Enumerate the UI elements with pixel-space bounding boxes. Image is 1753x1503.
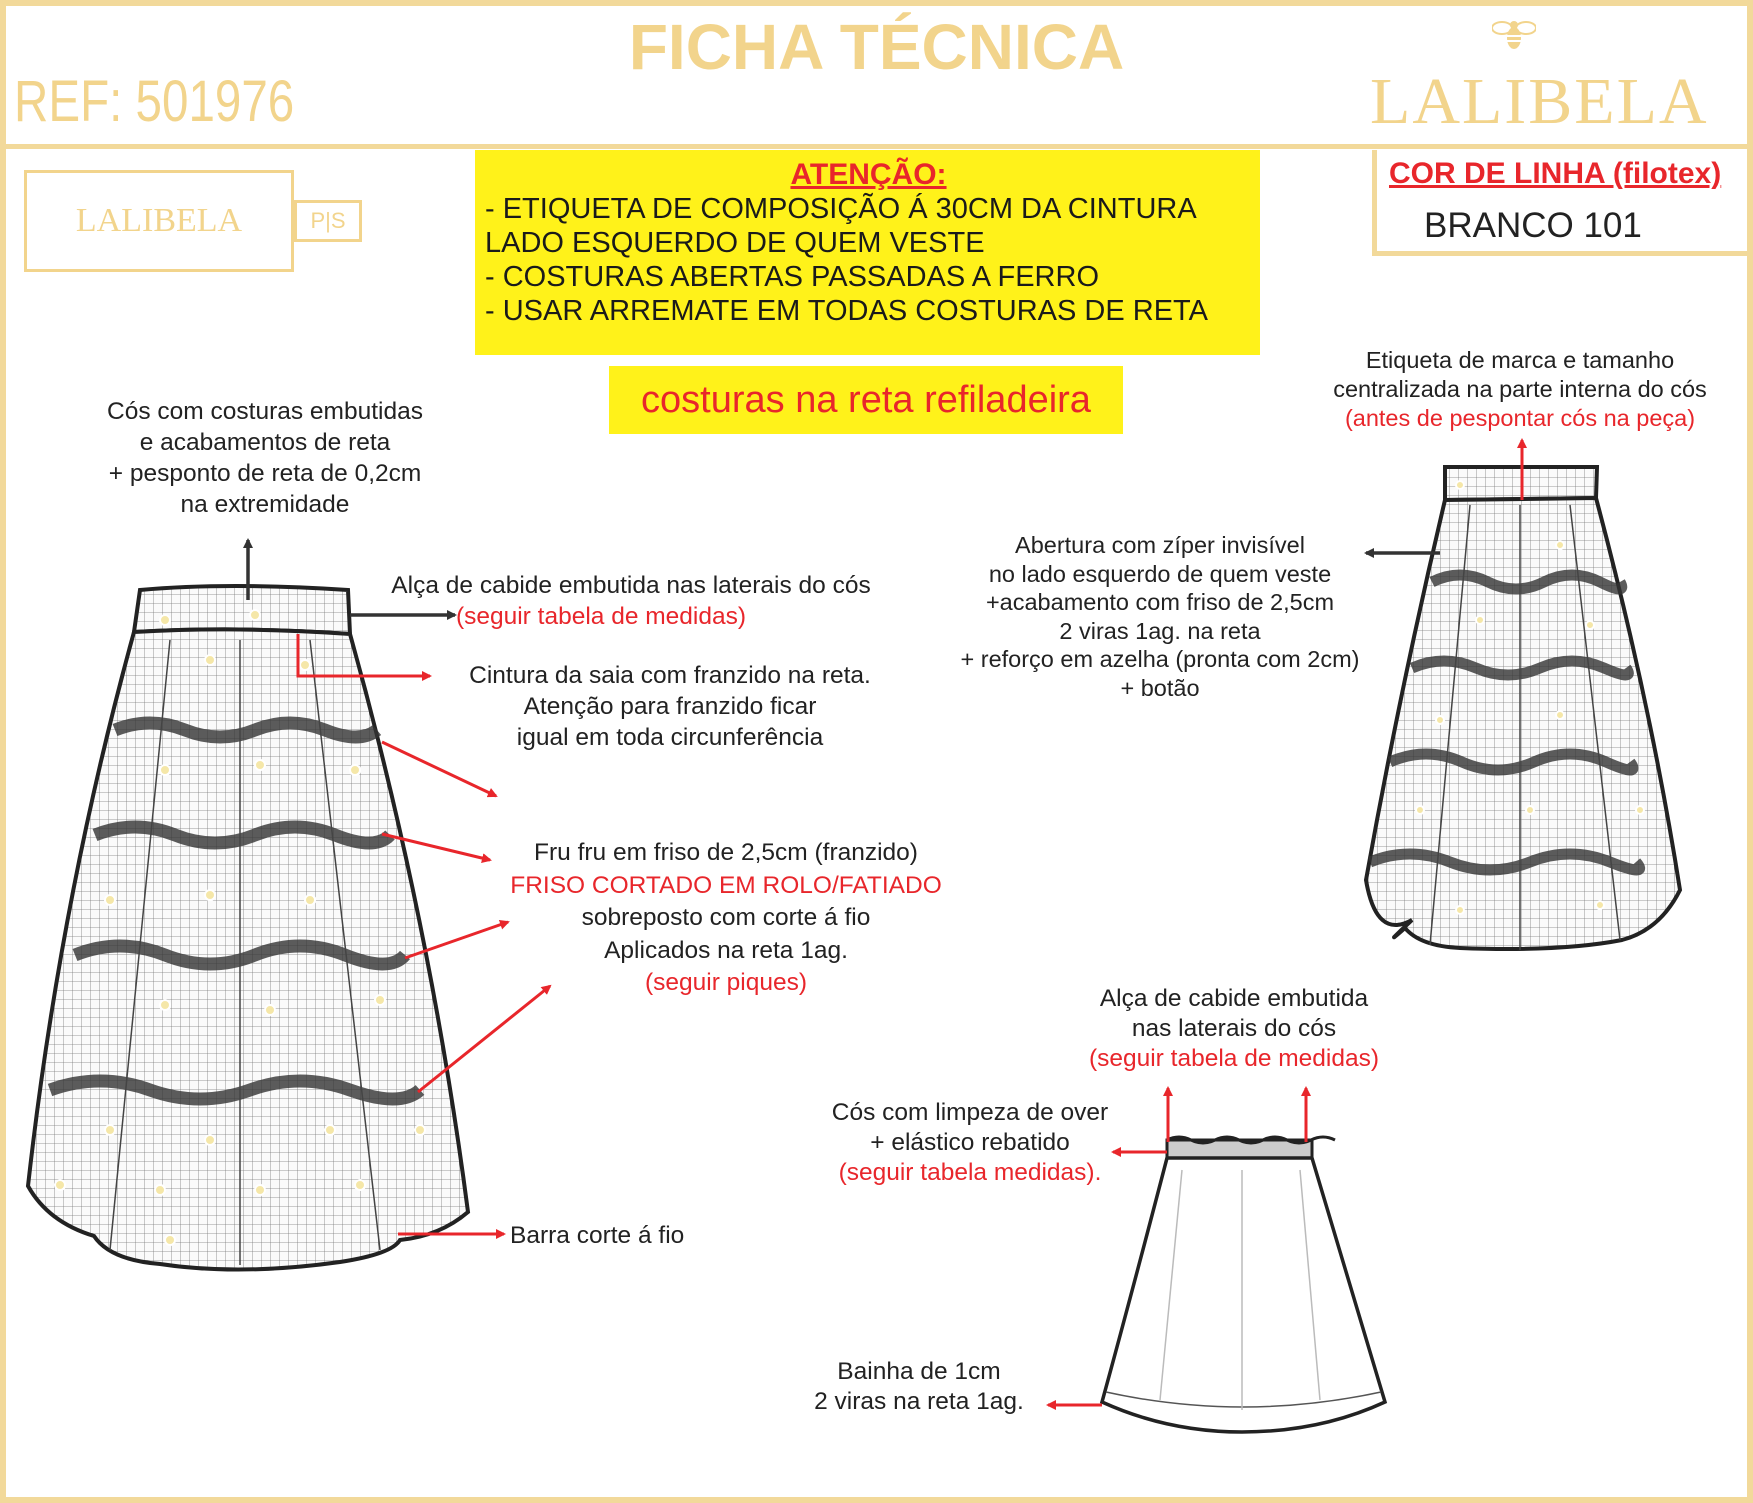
note-line: + elástico rebatido: [870, 1129, 1070, 1156]
note-line: Cós com costuras embutidas: [107, 398, 423, 425]
brand-logo: LALIBELA: [1370, 65, 1709, 138]
back-skirt-drawing: [1366, 467, 1680, 950]
page-title: FICHA TÉCNICA: [628, 11, 1125, 83]
note-hem: Barra corte á fio: [510, 1222, 685, 1249]
attention-line: - USAR ARREMATE EM TODAS COSTURAS DE RETA: [485, 295, 1208, 327]
note-waistband: [74, 396, 456, 520]
note-line: Etiqueta de marca e tamanho: [1365, 347, 1675, 373]
note-line: Bainha de 1cm: [837, 1358, 1001, 1385]
note-brand-label: [1310, 346, 1730, 433]
note-hanger-loop: [356, 570, 906, 632]
note-line: Abertura com zíper invisível: [1015, 532, 1305, 558]
note-line: Aplicados na reta 1ag.: [604, 936, 848, 964]
note-line-red: (seguir tabela medidas).: [838, 1159, 1102, 1186]
note-lining-hem: [784, 1357, 1054, 1417]
note-line: Cós com limpeza de over: [831, 1099, 1109, 1126]
note-line: e acabamentos de reta: [139, 429, 391, 456]
note-lining-waistband: [800, 1098, 1140, 1188]
size-label-tag: P|S: [294, 200, 362, 242]
attention-line: - ETIQUETA DE COMPOSIÇÃO Á 30CM DA CINTURA: [485, 193, 1197, 225]
note-line-red: (seguir piques): [644, 969, 808, 996]
note-line: Atenção para franzido ficar: [523, 693, 817, 720]
attention-line: - COSTURAS ABERTAS PASSADAS A FERRO: [485, 261, 1099, 293]
note-line-red: (antes de pespontar cós na peça): [1344, 405, 1696, 431]
note-line: Cintura da saia com franzido na reta.: [469, 662, 871, 689]
note-line-red: FRISO CORTADO EM ROLO/FATIADO: [510, 871, 942, 899]
note-line-red: (seguir tabela de medidas): [1088, 1045, 1380, 1072]
note-line: Fru fru em friso de 2,5cm (franzido): [534, 839, 918, 866]
attention-title: ATENÇÃO:: [790, 158, 947, 191]
note-line: centralizada na parte interna do cós: [1333, 376, 1707, 402]
thread-color-value: BRANCO 101: [1424, 206, 1642, 245]
note-line: nas laterais do cós: [1131, 1015, 1337, 1042]
note-line: 2 viras na reta 1ag.: [814, 1388, 1024, 1415]
seams-note: costuras na reta refiladeira: [609, 366, 1123, 434]
brand-label-tag: LALIBELA: [24, 170, 294, 272]
front-skirt-drawing: [28, 586, 468, 1270]
note-line: no lado esquerdo de quem veste: [988, 560, 1332, 587]
note-line: + reforço em azelha (pronta com 2cm): [960, 646, 1360, 672]
note-frufru: [466, 837, 986, 1000]
note-line: na extremidade: [180, 491, 350, 518]
note-line: Alça de cabide embutida: [1099, 985, 1369, 1012]
note-line: igual em toda circunferência: [516, 724, 824, 751]
note-line: + botão: [1120, 674, 1200, 701]
note-waist-gathering: [430, 660, 910, 753]
reference-number: REF: 501976: [14, 69, 295, 134]
attention-line: LADO ESQUERDO DE QUEM VESTE: [485, 227, 985, 259]
note-line: +acabamento com friso de 2,5cm: [985, 589, 1335, 615]
lining-skirt-drawing: [1102, 1137, 1385, 1432]
note-lining-hanger: [1054, 984, 1414, 1074]
note-line: Alça de cabide embutida nas laterais do cós: [391, 572, 871, 599]
note-zipper-opening: [930, 531, 1390, 702]
note-line-red: (seguir tabela de medidas): [455, 603, 747, 630]
note-line: 2 viras 1ag. na reta: [1059, 617, 1261, 644]
note-line: + pesponto de reta de 0,2cm: [108, 460, 422, 487]
thread-color-title: COR DE LINHA (filotex): [1389, 157, 1722, 190]
note-line: sobreposto com corte á fio: [581, 904, 871, 931]
